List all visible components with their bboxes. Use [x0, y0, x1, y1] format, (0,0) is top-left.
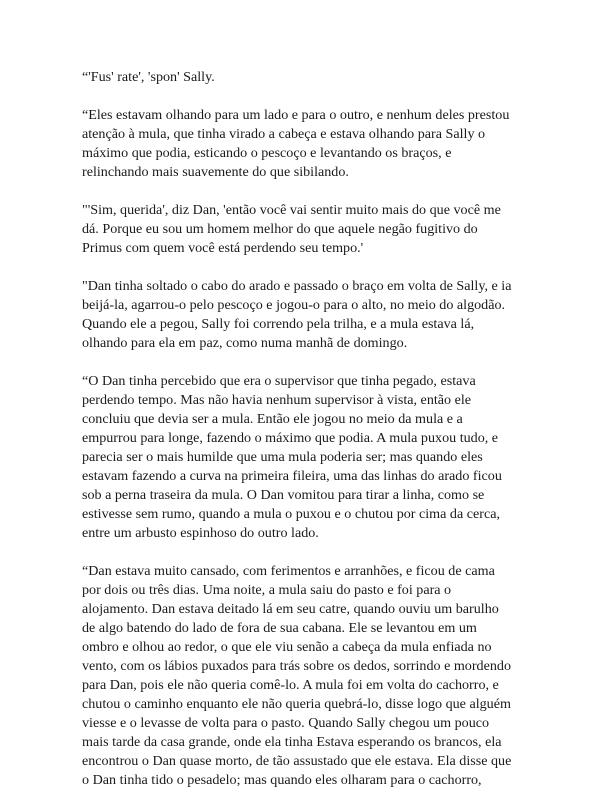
text-line: parecia ser o mais humilde que uma mula poderia ser; mas quando eles	[82, 449, 483, 465]
text-line: encontrou o Dan quase morto, de tão assustado que ele estava. Ela disse que	[82, 753, 512, 769]
text-line: empurrou para longe, fazendo o máximo que podia. A mula puxou tudo, e	[82, 430, 499, 446]
document-body	[82, 68, 522, 809]
paragraph-4	[82, 277, 522, 353]
text-line: sob a perna traseira da mula. O Dan vomitou para tirar a linha, como se	[82, 487, 485, 503]
text-line: por dois ou três dias. Uma noite, a mula saiu do pasto e foi para o	[82, 582, 452, 598]
text-line: “'Fus' rate', 'spon' Sally.	[82, 69, 215, 85]
text-line: para Dan, pois ele não queria comê-lo. A mula foi em volta do cachorro, e	[82, 677, 499, 693]
text-line: entre um arbusto espinhoso do outro lado.	[82, 525, 319, 541]
text-line: máximo que podia, esticando o pescoço e levantando os braços, e	[82, 145, 452, 161]
text-line: concluiu que devia ser a mula. Então ele jogou no meio da mula e a	[82, 411, 463, 427]
text-line: “Dan estava muito cansado, com ferimentos e arranhões, e ficou de cama	[82, 563, 495, 579]
text-line: estavam fazendo a curva na primeira fileira, uma das linhas do arado ficou	[82, 468, 502, 484]
text-line: de algo batendo do lado de fora de sua cabana. Ele se levantou em um	[82, 620, 477, 636]
paragraph-2	[82, 106, 522, 182]
paragraph-3	[82, 201, 522, 258]
text-line: ombro e olhou ao redor, o que ele viu senão a cabeça da mula enfiada no	[82, 639, 492, 655]
text-line: "'Sim, querida', diz Dan, 'então você vai sentir muito mais do que você me	[82, 202, 501, 218]
text-line: estivesse sem rumo, quando a mula o puxou e o chutou por cima da cerca,	[82, 506, 500, 522]
paragraph-5	[82, 372, 522, 543]
text-line: chutou o caminho enquanto ele não queria quebrá-lo, disse logo que alguém	[82, 696, 511, 712]
text-line: alojamento. Dan estava deitado lá em seu catre, quando ouviu um barulho	[82, 601, 499, 617]
paragraph-1	[82, 68, 522, 87]
text-line: viesse e o levasse de volta para o pasto. Quando Sally chegou um pouco	[82, 715, 490, 731]
paragraph-6	[82, 562, 522, 790]
text-line: dá. Porque eu sou um homem melhor do que aquele negão fugitivo do	[82, 221, 478, 237]
text-line: "Dan tinha soltado o cabo do arado e passado o braço em volta de Sally, e ia	[82, 278, 512, 294]
text-line: olhando para ela em paz, como numa manhã de domingo.	[82, 335, 408, 351]
text-line: “O Dan tinha percebido que era o supervisor que tinha pegado, estava	[82, 373, 476, 389]
text-line: perdendo tempo. Mas não havia nenhum supervisor à vista, então ele	[82, 392, 472, 408]
text-line: Quando ele a pegou, Sally foi correndo pela trilha, e a mula estava lá,	[82, 316, 475, 332]
text-line: vento, com os lábios puxados para trás sobre os dedos, sorrindo e mordendo	[82, 658, 511, 674]
text-line: o Dan tinha tido o pesadelo; mas quando eles olharam para o cachorro,	[82, 772, 482, 788]
text-line: beijá-la, agarrou-o pelo pescoço e jogou-o para o alto, no meio do algodão.	[82, 297, 506, 313]
text-line: relinchando mais suavemente do que sibilando.	[82, 164, 349, 180]
text-line: mais tarde da casa grande, onde ela tinha Estava esperando os brancos, ela	[82, 734, 502, 750]
text-line: “Eles estavam olhando para um lado e para o outro, e nenhum deles prestou	[82, 107, 510, 123]
text-line: atenção à mula, que tinha virado a cabeça e estava olhando para Sally o	[82, 126, 486, 142]
text-line: Primus com quem você está perdendo seu tempo.'	[82, 240, 364, 256]
